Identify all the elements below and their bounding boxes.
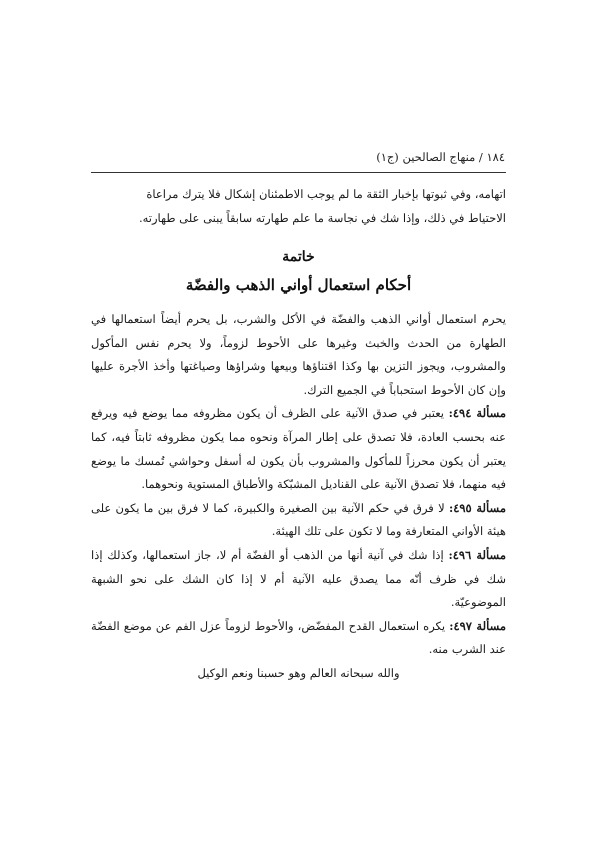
issue-label: مسألة ٤٩٥: [448, 500, 506, 515]
issue-label: مسألة ٤٩٦: [448, 547, 506, 562]
issue-label: مسألة ٤٩٧: [449, 618, 506, 633]
section-label: خاتمة [282, 249, 315, 265]
closing-line: والله سبحانه العالم وهو حسبنا ونعم الوكيل [197, 665, 400, 680]
issue-494 [91, 402, 506, 496]
running-header: ١٨٤ / منهاج الصالحين (ج١) [376, 150, 505, 164]
paragraph-text: لا فرق في حكم الآنية بين الصغيرة والكبيرة، كما لا فرق بين ما يكون على هيئة الأواني المتعارفة وما لا تكون على تلك الهيئة. [91, 500, 506, 539]
section-title: أحكام استعمال أواني الذهب والفضّة [185, 276, 412, 294]
intro-line: الاحتياط في ذلك، وإذا شك في نجاسة ما علم طهارته سابقاً يبنى على طهارته. [138, 210, 506, 225]
paragraph-general-ruling [91, 308, 506, 402]
paragraph-text: يعتبر في صدق الآنية على الظرف أن يكون مظروفه مما يوضع فيه ويرفع عنه بحسب العادة، فلا تصدق على إطار المرآة ونحوه مما يكون مظروفه ثابتاً فيه، كما يعتبر أن يكون محرزاً للمأكول والمشروب بأن يكون له أسفل وحواشي تُمسك ما يوضع فيه منهما، فلا تصدق الآنية على القناديل المشبّكة والأطباق المستوية ونحوهما. [91, 406, 506, 492]
issue-496 [91, 544, 506, 615]
paragraph-text: إذا شك في آنية أنها من الذهب أو الفضّة أم لا، جاز استعمالها، وكذلك إذا شك في ظرف أنّه مما يصدق عليه الآنية أم لا إذا كان الشك على نحو الشبهة الموضوعيّة. [91, 547, 506, 610]
intro-paragraph [91, 183, 506, 230]
intro-line: اتهامه، وفي ثبوتها بإخبار الثقة ما لم يوجب الاطمئنان إشكال فلا يترك مراعاة [146, 187, 506, 201]
paragraph-text: يحرم استعمال أواني الذهب والفضّة في الأكل والشرب، بل يحرم أيضاً استعمالها في الطهارة من الحدث والخبث وغيرها على الأحوط لزوماً، ولا يحرم نفس المأكول والمشروب، ويجوز التزين بها وكذا اقتناؤها وبيعها وشراؤها وصياغتها وأخذ الأجرة عليها وإن كان الأحوط استحباباً في الجميع الترك. [91, 312, 506, 397]
header-divider [91, 172, 506, 173]
issue-495 [91, 497, 506, 544]
issue-label: مسألة ٤٩٤: [448, 406, 506, 421]
issue-497 [91, 615, 506, 662]
paragraph-text: يكره استعمال القدح المفضّض، والأحوط لزوماً عزل الفم عن موضع الفضّة عند الشرب منه. [91, 618, 506, 657]
main-text [91, 308, 506, 686]
